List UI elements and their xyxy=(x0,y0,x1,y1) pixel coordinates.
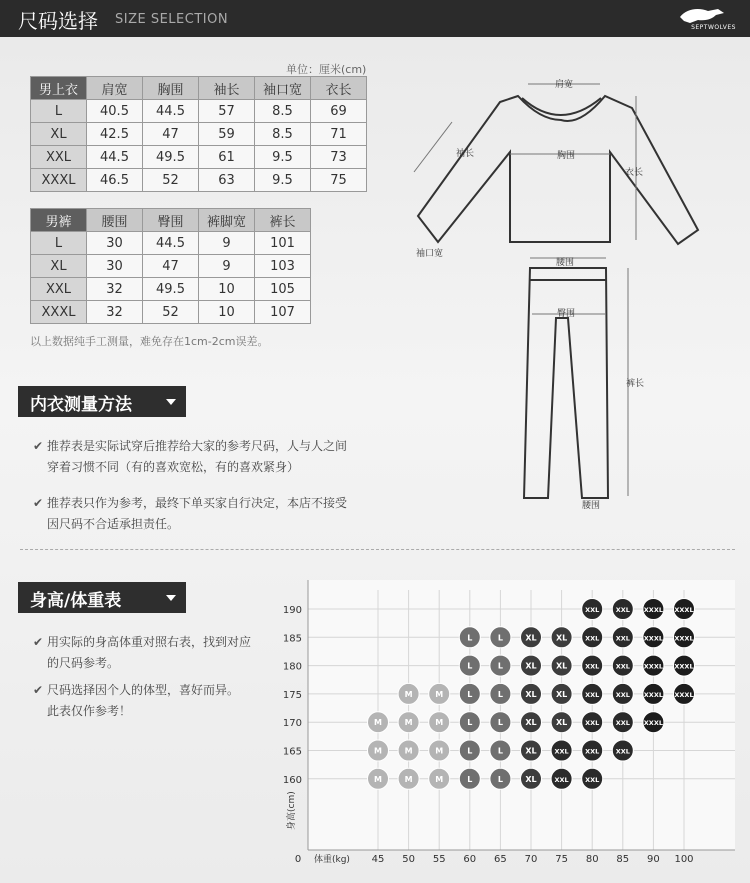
pants-length-label: 裤长 xyxy=(626,379,645,389)
shoulder-label: 肩宽 xyxy=(555,80,574,90)
size-marker-l xyxy=(459,712,480,733)
size-label: XXL xyxy=(585,747,600,756)
size-marker-xxxl xyxy=(674,655,695,676)
size-label: L xyxy=(497,661,503,671)
table-header-cell: 袖口宽 xyxy=(255,77,311,100)
size-label: L xyxy=(467,746,473,756)
table-header-cell: 裤脚宽 xyxy=(199,209,255,232)
sleeve-label: 袖长 xyxy=(456,149,475,159)
table-cell: 57 xyxy=(199,100,255,123)
hip-label: 臀围 xyxy=(557,309,576,319)
size-marker-l xyxy=(459,740,480,761)
table-row xyxy=(31,123,367,146)
y-tick-label: 165 xyxy=(282,746,302,758)
table-cell: 105 xyxy=(255,278,311,301)
table-cell: 103 xyxy=(255,255,311,278)
bullet-line: 推荐表是实际试穿后推荐给大家的参考尺码，人与人之间 xyxy=(47,439,348,453)
size-label: L xyxy=(497,689,503,699)
size-label: M xyxy=(404,718,413,728)
size-label: M xyxy=(435,718,444,728)
table-cell: 30 xyxy=(87,255,143,278)
y-tick-label: 185 xyxy=(282,633,302,645)
size-marker-m xyxy=(429,683,450,704)
section-title: 身高/体重表 xyxy=(30,591,122,611)
unit-note: 单位：厘米(cm) xyxy=(286,63,367,76)
table-cell: 46.5 xyxy=(87,169,143,192)
size-marker-xxl xyxy=(612,683,633,704)
size-label: L xyxy=(497,746,503,756)
check-icon: ✔ xyxy=(33,439,44,453)
table-cell: 32 xyxy=(87,301,143,324)
size-marker-xl xyxy=(551,627,572,648)
table-cell: 61 xyxy=(199,146,255,169)
size-label: XXL xyxy=(615,662,630,671)
size-label: M xyxy=(374,718,382,728)
table-header-row xyxy=(31,209,311,232)
bullet-line: 推荐表只作为参考，最终下单买家自行决定，本店不接受 xyxy=(47,496,348,510)
size-label: XL xyxy=(525,746,537,756)
bullet-line: 因尺码不合适承担责任。 xyxy=(47,517,180,531)
size-label: XL xyxy=(525,718,537,728)
table-cell: 32 xyxy=(87,278,143,301)
table-cell: 63 xyxy=(199,169,255,192)
table-cell: XXL xyxy=(31,278,87,301)
bullet-item xyxy=(33,632,252,674)
size-label: XL xyxy=(525,689,537,699)
table-cell: 44.5 xyxy=(143,100,199,123)
height-weight-chart-svg xyxy=(270,580,745,870)
size-marker-xl xyxy=(521,627,542,648)
size-label: M xyxy=(435,689,444,699)
table-cell: L xyxy=(31,232,87,255)
size-marker-xxl xyxy=(582,683,603,704)
size-marker-xxl xyxy=(551,740,572,761)
size-label: XXXL xyxy=(674,690,694,699)
size-marker-l xyxy=(490,655,511,676)
size-marker-xl xyxy=(551,712,572,733)
y-tick-label: 160 xyxy=(282,774,302,786)
x-tick-label: 50 xyxy=(402,854,415,865)
size-label: L xyxy=(467,633,473,643)
table-cell: 8.5 xyxy=(255,100,311,123)
bullet-item xyxy=(33,680,240,722)
table-cell: 10 xyxy=(199,278,255,301)
table-cell: 101 xyxy=(255,232,311,255)
table-row xyxy=(31,278,311,301)
size-marker-xl xyxy=(521,768,542,789)
size-marker-l xyxy=(490,740,511,761)
caret-down-icon xyxy=(166,595,176,601)
x-tick-label: 60 xyxy=(463,854,477,865)
size-label: XXXL xyxy=(643,719,663,728)
size-marker-xxxl xyxy=(643,712,664,733)
size-marker-m xyxy=(398,740,419,761)
bullet-line: 尺码选择因个人的体型，喜好而异。 xyxy=(47,683,240,697)
size-label: XXL xyxy=(615,606,630,614)
size-marker-xxl xyxy=(582,599,603,620)
measure-section-header[interactable] xyxy=(18,386,186,417)
size-marker-xxl xyxy=(582,768,603,789)
size-marker-xxxl xyxy=(674,683,695,704)
size-label: XL xyxy=(525,633,537,643)
table-cell: 42.5 xyxy=(87,123,143,146)
size-marker-xl xyxy=(521,712,542,733)
size-marker-xxl xyxy=(582,712,603,733)
logo-text: SEPTWOLVES xyxy=(691,24,736,31)
table-cell: 47 xyxy=(143,123,199,146)
size-label: XXL xyxy=(554,775,569,784)
table-cell: 9.5 xyxy=(255,146,311,169)
size-label: XXXL xyxy=(674,662,694,671)
cuff-label: 袖口宽 xyxy=(416,249,444,259)
size-marker-xxl xyxy=(612,712,633,733)
table-cell: 9.5 xyxy=(255,169,311,192)
size-label: M xyxy=(404,746,413,756)
table-cell: 44.5 xyxy=(143,232,199,255)
size-marker-xxxl xyxy=(674,599,695,620)
table-row xyxy=(31,255,311,278)
size-label: M xyxy=(374,746,382,756)
dashed-divider xyxy=(20,549,735,550)
table-header-cell: 袖长 xyxy=(199,77,255,100)
origin-label: 0 xyxy=(294,854,302,865)
size-marker-xl xyxy=(521,655,542,676)
size-marker-l xyxy=(459,655,480,676)
table-cell: 49.5 xyxy=(143,278,199,301)
check-icon: ✔ xyxy=(33,683,44,697)
size-label: XXL xyxy=(615,634,630,643)
height-section-header[interactable] xyxy=(18,582,186,613)
table-header-cell: 肩宽 xyxy=(87,77,143,100)
size-marker-l xyxy=(459,627,480,648)
check-icon: ✔ xyxy=(33,635,44,649)
size-marker-xl xyxy=(551,655,572,676)
size-label: L xyxy=(467,774,473,784)
size-marker-xl xyxy=(521,683,542,704)
size-label: L xyxy=(497,633,503,643)
table-cell: XXXL xyxy=(31,301,87,324)
bullet-line: 穿着习惯不同（有的喜欢宽松，有的喜欢紧身） xyxy=(47,460,300,474)
size-marker-m xyxy=(398,712,419,733)
size-marker-m xyxy=(368,768,389,789)
size-label: XXL xyxy=(615,690,630,699)
size-label: L xyxy=(497,774,503,784)
table-cell: 73 xyxy=(311,146,367,169)
table-cell: 44.5 xyxy=(87,146,143,169)
table-header-cell: 胸围 xyxy=(143,77,199,100)
table-row xyxy=(31,146,367,169)
size-label: L xyxy=(497,718,503,728)
size-label: XXXL xyxy=(643,662,663,671)
table-row xyxy=(31,169,367,192)
size-marker-xxl xyxy=(582,627,603,648)
size-marker-l xyxy=(490,627,511,648)
size-marker-m xyxy=(429,768,450,789)
x-tick-label: 75 xyxy=(555,854,568,865)
x-tick-label: 100 xyxy=(674,854,694,865)
size-marker-m xyxy=(368,712,389,733)
table-cell: 40.5 xyxy=(87,100,143,123)
size-label: XXL xyxy=(585,690,600,699)
pants-size-table xyxy=(30,208,311,324)
size-marker-xxxl xyxy=(643,655,664,676)
table-cell: 52 xyxy=(143,301,199,324)
table-cell: XL xyxy=(31,255,87,278)
size-label: XXXL xyxy=(674,634,694,643)
size-marker-l xyxy=(490,768,511,789)
size-label: XL xyxy=(525,661,537,671)
size-marker-xxl xyxy=(551,768,572,789)
x-tick-label: 80 xyxy=(585,854,599,865)
table-cell: 9 xyxy=(199,232,255,255)
table-cell: 71 xyxy=(311,123,367,146)
bullet-line: 此表仅作参考！ xyxy=(47,704,132,718)
size-marker-m xyxy=(398,768,419,789)
table-cell: 107 xyxy=(255,301,311,324)
size-marker-l xyxy=(490,712,511,733)
length-label: 衣长 xyxy=(625,168,644,178)
bullet-line: 的尺码参考。 xyxy=(47,656,120,670)
table-cell: XL xyxy=(31,123,87,146)
size-marker-xxxl xyxy=(643,599,664,620)
size-label: XL xyxy=(555,633,568,643)
size-marker-m xyxy=(429,712,450,733)
section-title: 内衣测量方法 xyxy=(30,395,132,415)
table-header-cell: 裤长 xyxy=(255,209,311,232)
table-header-row xyxy=(31,77,367,100)
y-axis-label: 身高(cm) xyxy=(287,791,297,830)
size-label: XXL xyxy=(615,747,630,756)
size-marker-xxxl xyxy=(643,683,664,704)
bullet-line: 用实际的身高体重对照右表，找到对应 xyxy=(47,635,252,649)
size-label: XL xyxy=(555,661,568,671)
size-marker-xxxl xyxy=(674,627,695,648)
tops-size-table xyxy=(30,76,367,192)
size-marker-m xyxy=(429,740,450,761)
size-label: XXL xyxy=(554,747,569,756)
size-label: M xyxy=(404,774,413,784)
size-label: XXL xyxy=(585,719,600,728)
page-subtitle: SIZE SELECTION xyxy=(115,12,229,27)
garment-outline-icon xyxy=(400,68,720,518)
x-tick-label: 45 xyxy=(371,854,385,865)
y-tick-label: 170 xyxy=(282,718,302,730)
size-marker-xxl xyxy=(612,627,633,648)
table-cell: 47 xyxy=(143,255,199,278)
bullet-item xyxy=(33,493,348,535)
table-cell: XXXL xyxy=(31,169,87,192)
size-label: XL xyxy=(525,774,537,784)
size-marker-xxxl xyxy=(643,627,664,648)
table-cell: 49.5 xyxy=(143,146,199,169)
table-header-cell: 男裤 xyxy=(31,209,87,232)
size-label: XXL xyxy=(585,606,600,614)
height-weight-chart xyxy=(270,580,745,870)
x-tick-label: 65 xyxy=(494,854,507,865)
table-cell: 30 xyxy=(87,232,143,255)
size-marker-xxl xyxy=(612,740,633,761)
table-header-cell: 腰围 xyxy=(87,209,143,232)
size-marker-m xyxy=(368,740,389,761)
table-header-cell: 衣长 xyxy=(311,77,367,100)
hem-label: 腰围 xyxy=(582,501,601,511)
size-label: M xyxy=(404,689,413,699)
bullet-item xyxy=(33,436,348,478)
table-cell: 69 xyxy=(311,100,367,123)
garment-diagram xyxy=(400,68,720,518)
size-label: XXL xyxy=(585,634,600,643)
x-tick-label: 90 xyxy=(647,854,660,865)
size-marker-xxl xyxy=(582,655,603,676)
size-marker-xl xyxy=(521,740,542,761)
size-label: XXXL xyxy=(643,634,663,643)
size-marker-xxl xyxy=(612,655,633,676)
y-tick-label: 180 xyxy=(282,661,302,673)
size-marker-l xyxy=(459,683,480,704)
caret-down-icon xyxy=(166,399,176,405)
x-tick-label: 55 xyxy=(432,854,446,865)
page-header xyxy=(0,0,750,37)
size-label: M xyxy=(374,774,382,784)
y-tick-label: 175 xyxy=(282,689,302,701)
table-header-cell: 男上衣 xyxy=(31,77,87,100)
size-label: L xyxy=(467,718,473,728)
table-row xyxy=(31,100,367,123)
size-label: XXL xyxy=(585,662,600,671)
size-label: XXL xyxy=(585,775,600,784)
x-tick-label: 85 xyxy=(616,854,630,865)
chest-label: 胸围 xyxy=(557,151,576,161)
waist-label: 腰围 xyxy=(556,258,575,268)
table-header-cell: 臀围 xyxy=(143,209,199,232)
measurement-note: 以上数据纯手工测量，难免存在1cm-2cm误差。 xyxy=(30,335,269,348)
check-icon: ✔ xyxy=(33,496,44,510)
size-label: XXXL xyxy=(674,606,694,614)
table-cell: 10 xyxy=(199,301,255,324)
table-cell: 52 xyxy=(143,169,199,192)
size-label: M xyxy=(435,746,444,756)
size-label: XL xyxy=(555,689,568,699)
x-axis-label: 体重(kg) xyxy=(314,855,350,865)
table-cell: XXL xyxy=(31,146,87,169)
size-marker-xl xyxy=(551,683,572,704)
table-row xyxy=(31,232,311,255)
size-label: XL xyxy=(555,718,568,728)
size-label: XXXL xyxy=(643,606,663,614)
table-row xyxy=(31,301,311,324)
size-label: XXXL xyxy=(643,690,663,699)
size-marker-l xyxy=(459,768,480,789)
size-marker-xxl xyxy=(582,740,603,761)
size-label: L xyxy=(467,661,473,671)
page-title: 尺码选择 xyxy=(18,9,98,33)
size-marker-l xyxy=(490,683,511,704)
x-tick-label: 70 xyxy=(524,854,538,865)
table-cell: 8.5 xyxy=(255,123,311,146)
y-tick-label: 190 xyxy=(282,605,302,616)
table-cell: L xyxy=(31,100,87,123)
size-marker-m xyxy=(398,683,419,704)
size-marker-xxl xyxy=(612,599,633,620)
table-cell: 9 xyxy=(199,255,255,278)
size-label: L xyxy=(467,689,473,699)
table-cell: 75 xyxy=(311,169,367,192)
size-label: XXL xyxy=(615,719,630,728)
table-cell: 59 xyxy=(199,123,255,146)
size-label: M xyxy=(435,774,444,784)
